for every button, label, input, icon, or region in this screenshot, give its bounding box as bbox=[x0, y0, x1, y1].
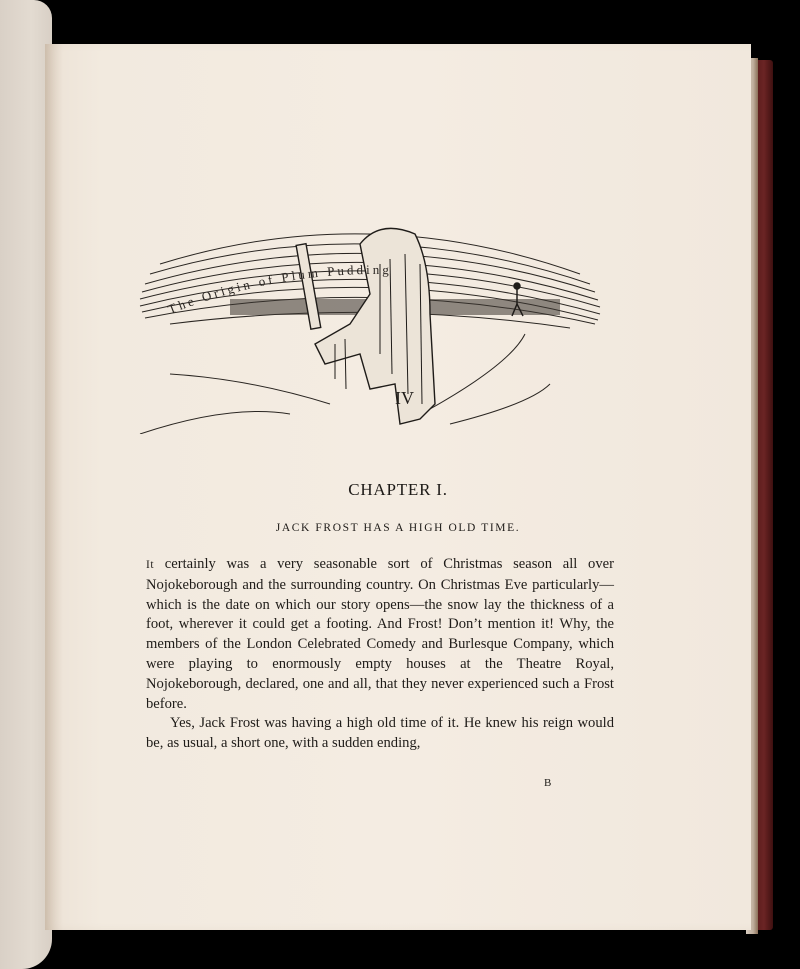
chapter-subtitle: JACK FROST HAS A HIGH OLD TIME. bbox=[275, 522, 521, 534]
svg-text:The Origin of Plum Pudding: The Origin of Plum Pudding bbox=[165, 261, 393, 317]
paragraph-2: Yes, Jack Frost was having a high old time of it. He knew his reign would be, as usual, a short one, with a sudden ending, bbox=[146, 715, 614, 752]
paragraph-1-text: certainly was a very seasonable sort of Christmas season all over Nojokeborough and the surrounding country. On Christmas Eve particularly—which is the date on which our story opens—the snow lay the thickness of a foot, wherever it could get a footing. And Frost! Don’t mention it! Why, the members of the London Celebrated Comedy and Burlesque Company, which were playing to enormously empty houses at the Theatre Royal, Nojokeborough, declared, one and all, that they never experienced such a Frost before. bbox=[146, 556, 614, 712]
chapter-body-text bbox=[146, 555, 614, 754]
signature-mark: B bbox=[544, 777, 552, 789]
paragraph-1 bbox=[146, 555, 614, 714]
svg-text:IV: IV bbox=[395, 388, 414, 408]
chapter-title: CHAPTER I. bbox=[348, 480, 448, 499]
frost-figure-illustration bbox=[130, 204, 610, 434]
book-page bbox=[45, 44, 751, 930]
opening-small-caps: It bbox=[146, 559, 155, 571]
